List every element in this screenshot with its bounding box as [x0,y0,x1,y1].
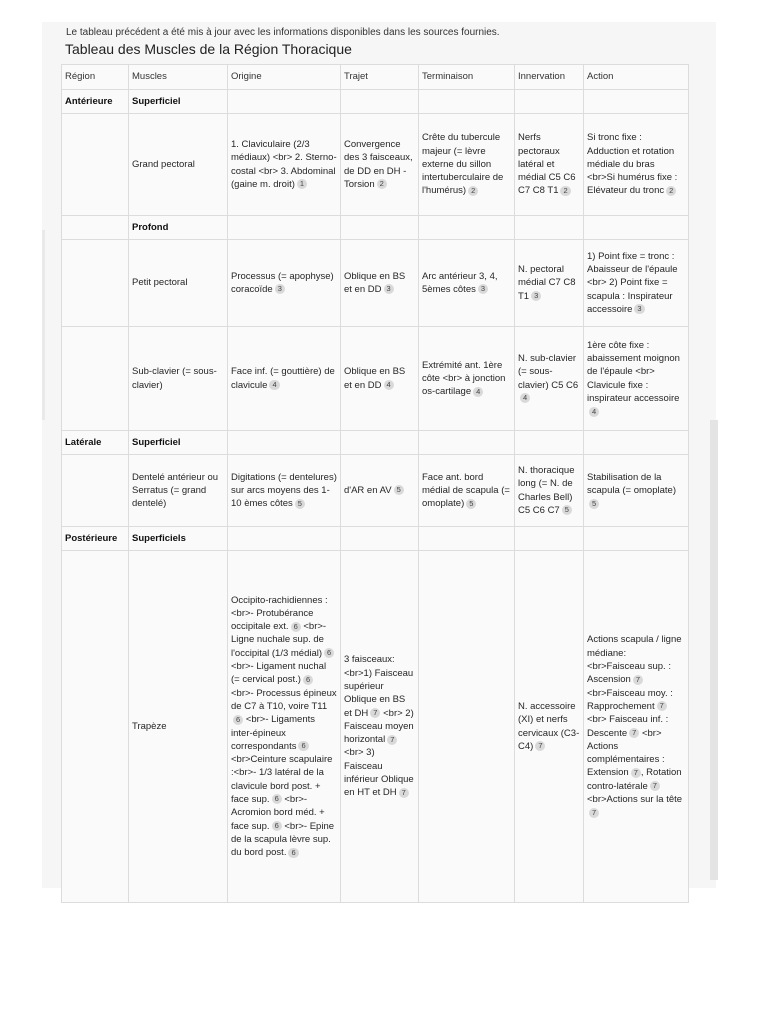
citation-badge[interactable]: 4 [589,407,599,417]
empty-cell [515,90,584,114]
empty-cell [341,431,419,455]
origine-text: <br>- Processus épineux de C7 à T10, voire T11 [231,687,337,712]
origine-text: <br>- Ligament nuchal (= cervical post.) [231,661,327,686]
citation-badge[interactable]: 2 [377,179,387,189]
action-cell [584,551,689,903]
header-origine: Origine [228,65,341,90]
region-label: Latérale [62,431,129,455]
empty-cell [228,431,341,455]
header-trajet: Trajet [341,65,419,90]
innervation-cell [515,327,584,431]
trajet-cell [341,240,419,327]
table-row [62,551,689,903]
citation-badge[interactable]: 5 [589,499,599,509]
action-text: Si tronc fixe : Adduction et rotation médiale du bras <br>Si humérus fixe : Elévateur du tronc [587,132,678,197]
citation-badge[interactable]: 7 [650,781,660,791]
empty-cell [584,431,689,455]
empty-cell [515,527,584,551]
muscle-name: Petit pectoral [129,240,228,327]
citation-badge[interactable]: 4 [269,380,279,390]
terminaison-text: Extrémité ant. 1ère côte <br> à jonction os-cartilage [422,359,506,398]
action-text: <br>Actions sur la tête [587,793,683,805]
empty-cell [341,90,419,114]
trajet-text: Oblique en BS et en DD [344,270,406,295]
citation-badge[interactable]: 3 [384,284,394,294]
citation-badge[interactable]: 7 [657,701,667,711]
terminaison-cell [419,114,515,216]
table-row [62,455,689,527]
citation-badge[interactable]: 7 [535,741,545,751]
trajet-text: Convergence des 3 faisceaux, de DD en DH - Torsion [344,138,413,190]
action-text: , Rotation contro-latérale [587,767,682,792]
muscle-name: Grand pectoral [129,114,228,216]
action-text: Actions scapula / ligne médiane: <br>Faisceau sup. : Ascension [587,634,682,686]
trajet-cell [341,327,419,431]
innervation-text: N. thoracique long (= N. de Charles Bell) C5 C6 C7 [518,464,575,516]
trajet-text: d'AR en AV [344,484,392,496]
action-text: <br> Actions complémentaires : Extension [587,727,665,779]
action-text: Stabilisation de la scapula (= omoplate) [587,471,676,496]
layer-label: Superficiel [129,431,228,455]
origine-text: 1. Claviculaire (2/3 médiaux) <br> 2. Sterno-costal <br> 3. Abdominal (gaine m. droit) [231,138,337,190]
empty-cell [341,527,419,551]
citation-badge[interactable]: 6 [233,715,243,725]
innervation-cell [515,455,584,527]
muscle-name: Dentelé antérieur ou Serratus (= grand dentelé) [129,455,228,527]
citation-badge[interactable]: 6 [324,648,334,658]
innervation-text: Nerfs pectoraux latéral et médial C5 C6 C7 C8 T1 [518,132,576,197]
citation-badge[interactable]: 5 [394,485,404,495]
table-title: Tableau des Muscles de la Région Thoracique [65,41,352,57]
citation-badge[interactable]: 7 [589,808,599,818]
origine-cell [228,551,341,903]
section-row [62,90,689,114]
page-edge [710,420,718,880]
terminaison-cell [419,240,515,327]
terminaison-cell [419,455,515,527]
empty-cell [62,240,129,327]
header-action: Action [584,65,689,90]
citation-badge[interactable]: 7 [399,788,409,798]
citation-badge[interactable]: 3 [275,284,285,294]
empty-cell [584,527,689,551]
action-text: 1ère côte fixe : abaissement moignon de l'épaule <br> Clavicule fixe : inspirateur accessoire [587,339,680,404]
citation-badge[interactable]: 7 [633,675,643,685]
empty-cell [584,90,689,114]
action-text: <br> Faisceau inf. : Descente [587,714,669,739]
origine-cell [228,240,341,327]
update-note: Le tableau précédent a été mis à jour avec les informations disponibles dans les sources fournies. [66,27,500,38]
action-cell [584,240,689,327]
section-row [62,431,689,455]
citation-badge[interactable]: 6 [288,848,298,858]
empty-cell [515,431,584,455]
origine-text: <br>Ceinture scapulaire :<br>- 1/3 latéral de la clavicule bord post. + face sup. [231,754,333,805]
header-innervation: Innervation [515,65,584,90]
muscle-name: Sub-clavier (= sous-clavier) [129,327,228,431]
citation-badge[interactable]: 6 [298,741,308,751]
empty-cell [515,216,584,240]
citation-badge[interactable]: 7 [370,708,380,718]
empty-cell [419,527,515,551]
layer-label: Superficiels [129,527,228,551]
origine-text: Face inf. (= gouttière) de clavicule [231,366,335,391]
citation-badge[interactable]: 5 [562,505,572,515]
trajet-text: Oblique en BS et en DD [344,366,406,391]
citation-badge[interactable]: 7 [629,728,639,738]
header-region: Région [62,65,129,90]
table-row [62,240,689,327]
citation-badge[interactable]: 6 [272,794,282,804]
citation-badge[interactable]: 2 [666,186,676,196]
citation-badge[interactable]: 2 [560,186,570,196]
terminaison-text: Crête du tubercule majeur (= lèvre externe du sillon intertuberculaire de l'humérus) [422,132,504,197]
action-text: <br>Faisceau moy. : Rapprochement [587,687,673,712]
action-cell [584,327,689,431]
origine-text: <br>- Ligne nuchale sup. de l'occipital (1/3 médial) [231,621,327,659]
empty-cell [62,327,129,431]
terminaison-text: Face ant. bord médial de scapula (= omoplate) [422,471,510,510]
muscle-name: Trapèze [129,551,228,903]
header-terminaison: Terminaison [419,65,515,90]
citation-badge[interactable]: 5 [295,499,305,509]
empty-cell [419,216,515,240]
innervation-cell [515,114,584,216]
trajet-text: 3 faisceaux: <br>1) Faisceau supérieur Oblique en BS et DH [344,654,414,719]
empty-cell [62,114,129,216]
empty-cell [341,216,419,240]
header-row [62,65,689,90]
citation-badge[interactable]: 7 [387,735,397,745]
citation-badge[interactable]: 6 [303,675,313,685]
citation-badge[interactable]: 3 [531,291,541,301]
citation-badge[interactable]: 6 [272,821,282,831]
action-text: 1) Point fixe = tronc : Abaisseur de l'épaule <br> 2) Point fixe = scapula : Inspirateur accessoire [587,250,678,315]
terminaison-cell [419,551,515,903]
origine-text: Occipito-rachidiennes :<br>- Protubérance occipitale ext. [231,594,328,633]
section-row [62,527,689,551]
terminaison-text: Arc antérieur 3, 4, 5èmes côtes [422,270,498,295]
muscles-table [61,64,689,903]
citation-badge[interactable]: 4 [384,380,394,390]
header-muscles: Muscles [129,65,228,90]
layer-label: Superficiel [129,90,228,114]
innervation-text: N. pectoral médial C7 C8 T1 [518,264,576,302]
citation-badge[interactable]: 3 [478,284,488,294]
citation-badge[interactable]: 4 [520,393,530,403]
empty-cell [419,90,515,114]
trajet-text: <br> 2) Faisceau moyen horizontal [344,707,414,746]
trajet-cell [341,551,419,903]
innervation-text: N. accessoire (XI) et nerfs cervicaux (C3-C4) [518,700,580,752]
page-edge-left [42,230,45,420]
citation-badge[interactable]: 3 [634,304,644,314]
trajet-cell [341,455,419,527]
region-label: Antérieure [62,90,129,114]
origine-cell [228,114,341,216]
empty-cell [62,551,129,903]
citation-badge[interactable]: 4 [473,387,483,397]
origine-text: Processus (= apophyse) coracoïde [231,270,334,295]
citation-badge[interactable]: 2 [468,186,478,196]
citation-badge[interactable]: 7 [631,768,641,778]
trajet-text: <br> 3) Faisceau inférieur Oblique en HT et DH [344,747,414,799]
origine-cell [228,455,341,527]
section-row [62,216,689,240]
empty-cell [62,216,129,240]
innervation-cell [515,551,584,903]
empty-cell [62,455,129,527]
region-label: Postérieure [62,527,129,551]
empty-cell [228,216,341,240]
citation-badge[interactable]: 5 [466,499,476,509]
table-row [62,327,689,431]
action-cell [584,455,689,527]
table-row [62,114,689,216]
empty-cell [228,90,341,114]
origine-cell [228,327,341,431]
origine-text: <br>- Epine de la scapula lèvre sup. du bord post. [231,820,335,859]
layer-label: Profond [129,216,228,240]
innervation-text: N. sub-clavier (= sous-clavier) C5 C6 [518,352,579,391]
empty-cell [584,216,689,240]
innervation-cell [515,240,584,327]
citation-badge[interactable]: 1 [297,179,307,189]
citation-badge[interactable]: 6 [291,622,301,632]
origine-text: Digitations (= dentelures) sur arcs moyens des 1-10 èmes côtes [231,471,337,510]
origine-text: <br>- Acromion bord méd. + face sup. [231,793,325,832]
trajet-cell [341,114,419,216]
origine-text: <br>- Ligaments inter-épineux correspondants [231,714,315,752]
terminaison-cell [419,327,515,431]
empty-cell [419,431,515,455]
action-cell [584,114,689,216]
empty-cell [228,527,341,551]
